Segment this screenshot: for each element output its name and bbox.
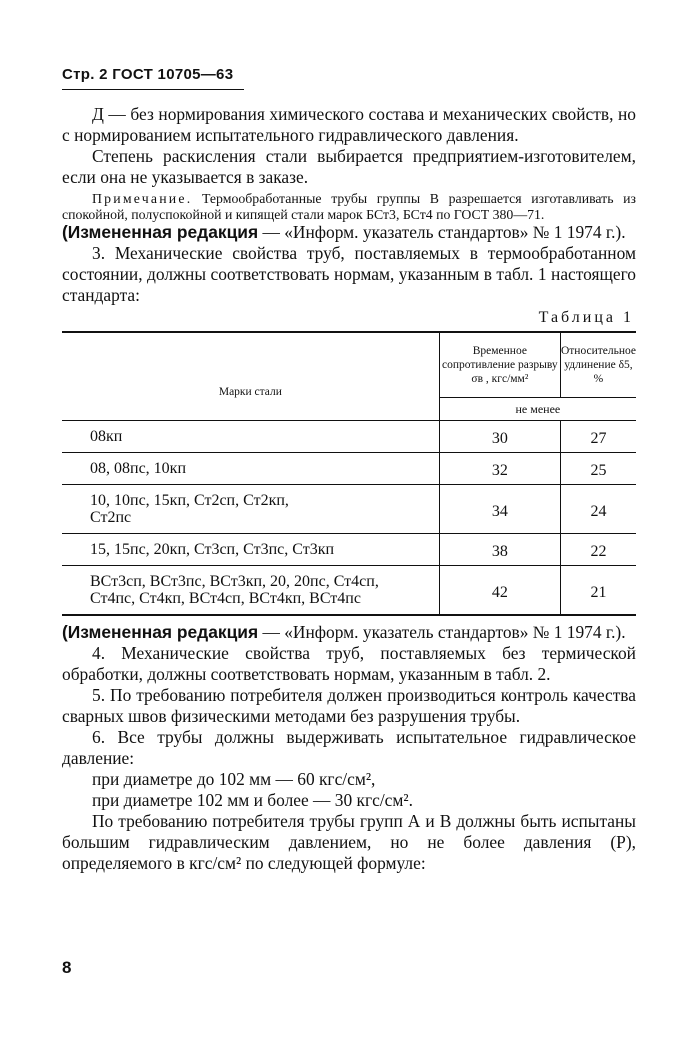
paragraph-7: По требованию потребителя трубы групп А и В должны быть испытаны большим гидравлическим давлением, но не более давления (P), определяемого в кгс/см² по следующей формуле:: [62, 811, 636, 873]
note-text: Термообработанные трубы группы В разрешается изготавливать из спокойной, полуспокойной и кипящей стали марок БСт3, БСт4 по ГОСТ 380—71.: [62, 191, 636, 222]
table-caption: Таблица 1: [538, 309, 634, 326]
document-page: [62, 66, 636, 874]
cell-steel: 08кп: [62, 421, 439, 453]
edition-bold-top: (Измененная редакция: [62, 222, 259, 242]
header-elongation: Относительное удлинение δ5, %: [560, 332, 636, 398]
table-row: [62, 534, 636, 566]
paragraph-6: 6. Все трубы должны выдерживать испытательное гидравлическое давление:: [62, 727, 636, 768]
cell-steel: 10, 10пс, 15кп, Ст2сп, Ст2кп, Ст2пс: [62, 485, 439, 534]
paragraph-5: 5. По требованию потребителя должен производиться контроль качества сварных швов физическими методами без разрушения трубы.: [62, 685, 636, 726]
table-row: [62, 485, 636, 534]
cell-steel: 15, 15пс, 20кп, Ст3сп, Ст3пс, Ст3кп: [62, 534, 439, 566]
pressure-line-1: при диаметре до 102 мм — 60 кгс/см²,: [92, 769, 376, 789]
cell-steel: 08, 08пс, 10кп: [62, 453, 439, 485]
cell-strength: 34: [439, 485, 560, 534]
note: [62, 191, 636, 222]
cell-elongation: 25: [560, 453, 636, 485]
table-row: [62, 453, 636, 485]
header-tensile-strength: Временное сопротивление разрыву σв , кгс/мм²: [439, 332, 560, 398]
pressure-line-2: при диаметре 102 мм и более — 30 кгс/см².: [92, 790, 413, 810]
edition-note-top: [62, 222, 636, 243]
cell-strength: 38: [439, 534, 560, 566]
table-row: [62, 566, 636, 616]
note-label: Примечание.: [92, 191, 193, 206]
cell-elongation: 24: [560, 485, 636, 534]
cell-strength: 32: [439, 453, 560, 485]
cell-elongation: 21: [560, 566, 636, 616]
mechanical-properties-table: [62, 331, 636, 616]
cell-strength: 42: [439, 566, 560, 616]
edition-rest-bottom: — «Информ. указатель стандартов» № 1 1974 г.).: [262, 622, 626, 642]
page-header: Стр. 2 ГОСТ 10705—63: [62, 66, 244, 90]
cell-elongation: 27: [560, 421, 636, 453]
table-row: [62, 421, 636, 453]
header-steel-grade: Марки стали: [218, 385, 282, 398]
edition-bold-bottom: (Измененная редакция: [62, 622, 259, 642]
cell-steel: ВСт3сп, ВСт3пс, ВСт3кп, 20, 20пс, Ст4сп, Ст4пс, Ст4кп, ВСт4сп, ВСт4кп, ВСт4пс: [62, 566, 439, 616]
paragraph-deoxidation: Степень раскисления стали выбирается предприятием-изготовителем, если она не указывается в заказе.: [62, 146, 636, 187]
paragraph-d: Д — без нормирования химического состава и механических свойств, но с нормированием испытательного гидравлического давления.: [62, 104, 636, 145]
cell-elongation: 22: [560, 534, 636, 566]
cell-strength: 30: [439, 421, 560, 453]
paragraph-4: 4. Механические свойства труб, поставляемых без термической обработки, должны соответствовать нормам, указанным в табл. 2.: [62, 643, 636, 684]
page-number: 8: [62, 958, 72, 977]
unit-note: не менее: [439, 398, 636, 421]
edition-rest-top: — «Информ. указатель стандартов» № 1 1974 г.).: [262, 222, 626, 242]
paragraph-3: 3. Механические свойства труб, поставляемых в термообработанном состоянии, должны соответствовать нормам, указанным в табл. 1 настоящего стандарта:: [62, 243, 636, 305]
edition-note-bottom: [62, 622, 636, 643]
table-header-row: [62, 332, 636, 398]
